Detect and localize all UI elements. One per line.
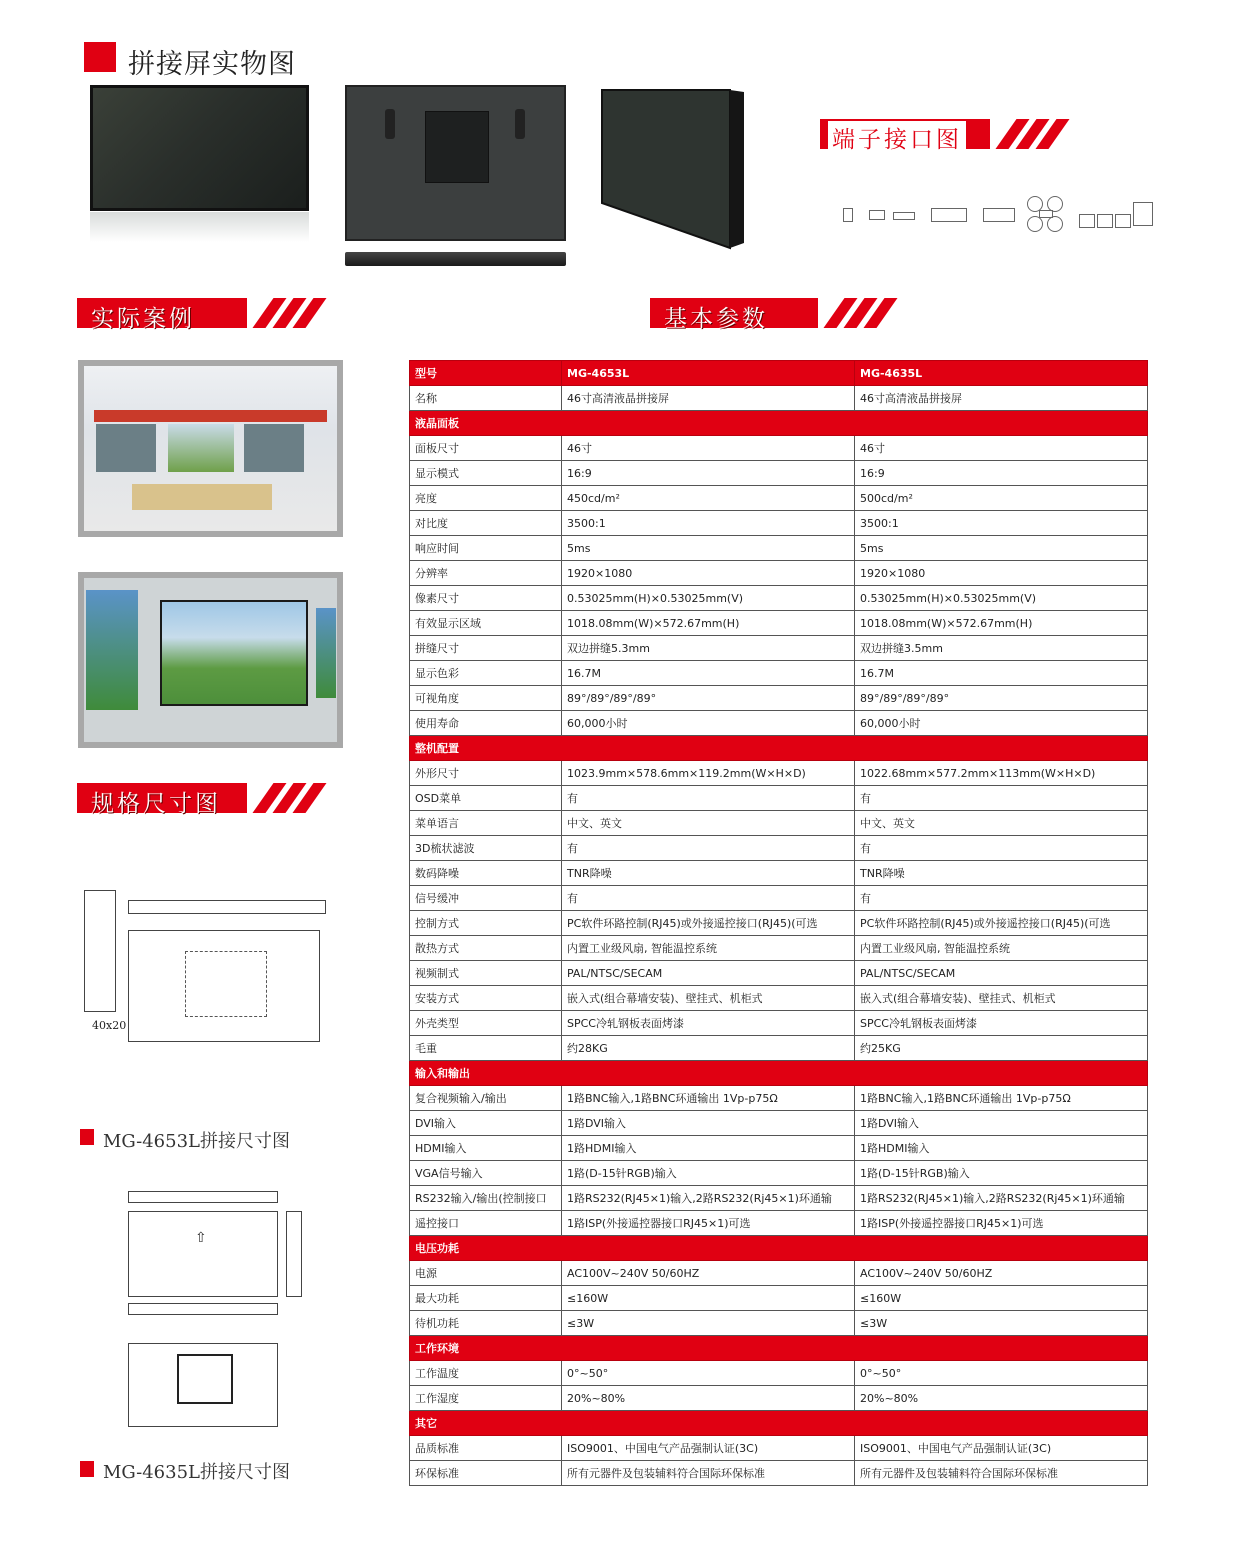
spec-row (410, 511, 1148, 536)
spec-value-b: 1路BNC输入,1路BNC环通输出 1Vp-p75Ω (855, 1086, 1148, 1111)
spec-row (410, 1311, 1148, 1336)
wall-side-left (86, 590, 138, 710)
spec-label: 散热方式 (410, 936, 562, 961)
title-marker (84, 42, 116, 72)
drawing-front-view (128, 930, 320, 1042)
angle-panel-face (602, 90, 730, 248)
spec-value-a: AC100V~240V 50/60HZ (562, 1261, 855, 1286)
spec-value-b: 1路DVI输入 (855, 1111, 1148, 1136)
spec-value-a: 有 (562, 786, 855, 811)
spec-value-a: SPCC冷轧钢板表面烤漆 (562, 1011, 855, 1036)
product-angle-photo (600, 88, 745, 258)
dimensions-banner-text: 规格尺寸图 (91, 791, 221, 817)
spec-header-row (410, 361, 1148, 386)
rj45-port-icon (1115, 214, 1131, 228)
angle-panel-svg (600, 88, 745, 258)
drawing-label: 40x20 (92, 1019, 127, 1032)
spec-label: VGA信号输入 (410, 1161, 562, 1186)
vga-port-icon (983, 208, 1015, 222)
spec-section-row (410, 411, 1148, 436)
spec-value-a: TNR降噪 (562, 861, 855, 886)
spec-value-a: 内置工业级风扇, 智能温控系统 (562, 936, 855, 961)
spec-label: 安装方式 (410, 986, 562, 1011)
back-control-box (425, 111, 489, 183)
spec-value-b: TNR降噪 (855, 861, 1148, 886)
room-desk (132, 484, 272, 510)
page-title: 拼接屏实物图 (128, 49, 296, 80)
spec-value-a: 约28KG (562, 1036, 855, 1061)
spec-table-body (410, 361, 1148, 1486)
drawing-mount-area (185, 951, 267, 1017)
bnc-out-icon (1047, 216, 1063, 232)
spec-label: 面板尺寸 (410, 436, 562, 461)
spec-row (410, 761, 1148, 786)
spec-label: 复合视频输入/输出 (410, 1086, 562, 1111)
spec-value-a: 16.7M (562, 661, 855, 686)
spec-value-a: ISO9001、中国电气产品强制认证(3C) (562, 1436, 855, 1461)
rj45-port-icon (1097, 214, 1113, 228)
spec-section-title: 液晶面板 (410, 411, 1148, 436)
spec-value-a: 1路(D-15针RGB)输入 (562, 1161, 855, 1186)
spec-value-a: 1023.9mm×578.6mm×119.2mm(W×H×D) (562, 761, 855, 786)
spec-row (410, 811, 1148, 836)
spec-value-a: 5ms (562, 536, 855, 561)
room-wall-center (168, 424, 234, 472)
spec-row (410, 1011, 1148, 1036)
spec-value-a: 46寸高清液晶拼接屏 (562, 386, 855, 411)
arrow-up-icon: ⇧ (195, 1230, 207, 1246)
spec-value-b: 5ms (855, 536, 1148, 561)
angle-panel-edge (730, 90, 744, 248)
caption-marker (80, 1461, 94, 1477)
drawing-back-box (177, 1354, 233, 1404)
spec-value-a: 1路RS232(RJ45×1)输入,2路RS232(Rj45×1)环通输 (562, 1186, 855, 1211)
spec-row (410, 661, 1148, 686)
spec-label: 亮度 (410, 486, 562, 511)
spec-label: 毛重 (410, 1036, 562, 1061)
spec-section-title: 电压功耗 (410, 1236, 1148, 1261)
spec-value-a: 16:9 (562, 461, 855, 486)
spec-value-b: 内置工业级风扇, 智能温控系统 (855, 936, 1148, 961)
caption-mg4653: MG-4653L拼接尺寸图 (103, 1131, 290, 1152)
wall-background (84, 578, 337, 742)
spec-value-b: 16:9 (855, 461, 1148, 486)
spec-label: 使用寿命 (410, 711, 562, 736)
drawing-front-view (128, 1211, 278, 1297)
case-photo-control-room (78, 360, 343, 537)
spec-row (410, 836, 1148, 861)
bnc-bridge-icon (1039, 210, 1053, 218)
spec-row (410, 1361, 1148, 1386)
bnc-in-icon (1027, 216, 1043, 232)
spec-row (410, 561, 1148, 586)
drawing-mg4635 (100, 1185, 315, 1430)
spec-value-b: 16.7M (855, 661, 1148, 686)
room-background (84, 366, 337, 531)
usb-port-icon (869, 210, 885, 220)
spec-value-b: 1920×1080 (855, 561, 1148, 586)
drawing-bottom-view (128, 1303, 278, 1315)
cases-banner (77, 298, 317, 332)
spec-value-a: 嵌入式(组合幕墙安装)、壁挂式、机柜式 (562, 986, 855, 1011)
spec-label: 外形尺寸 (410, 761, 562, 786)
spec-label: DVI输入 (410, 1111, 562, 1136)
spec-row (410, 936, 1148, 961)
spec-header-model-a: MG-4653L (562, 361, 855, 386)
spec-value-a: 0°~50° (562, 1361, 855, 1386)
drawing-top-view (128, 1191, 278, 1203)
spec-value-b: 1022.68mm×577.2mm×113mm(W×H×D) (855, 761, 1148, 786)
drawing-back-view (128, 1343, 278, 1427)
spec-label: HDMI输入 (410, 1136, 562, 1161)
spec-value-b: 1路(D-15针RGB)输入 (855, 1161, 1148, 1186)
spec-value-b: 89°/89°/89°/89° (855, 686, 1148, 711)
spec-row (410, 786, 1148, 811)
spec-section-row (410, 1336, 1148, 1361)
spec-value-a: 46寸 (562, 436, 855, 461)
spec-value-b: SPCC冷轧钢板表面烤漆 (855, 1011, 1148, 1036)
hdmi-port-icon (893, 212, 915, 220)
spec-value-a: 450cd/m² (562, 486, 855, 511)
drawing-mg4653 (80, 882, 340, 1052)
spec-value-b: 20%~80% (855, 1386, 1148, 1411)
spec-row (410, 1111, 1148, 1136)
terminal-banner (820, 119, 1060, 153)
spec-value-b: 有 (855, 886, 1148, 911)
drawing-side-view (286, 1211, 302, 1297)
spec-label: 有效显示区域 (410, 611, 562, 636)
spec-value-a: 0.53025mm(H)×0.53025mm(V) (562, 586, 855, 611)
spec-row (410, 1261, 1148, 1286)
spec-row (410, 1086, 1148, 1111)
spec-label: 最大功耗 (410, 1286, 562, 1311)
spec-label: 显示模式 (410, 461, 562, 486)
spec-label: 对比度 (410, 511, 562, 536)
spec-value-a: ≤3W (562, 1311, 855, 1336)
spec-value-b: 中文、英文 (855, 811, 1148, 836)
spec-value-a: 有 (562, 836, 855, 861)
spec-row (410, 1286, 1148, 1311)
spec-section-title: 输入和输出 (410, 1061, 1148, 1086)
spec-section-row (410, 1411, 1148, 1436)
power-switch-icon (843, 208, 853, 222)
spec-row (410, 486, 1148, 511)
spec-row (410, 1436, 1148, 1461)
spec-row (410, 961, 1148, 986)
spec-value-b: 1路RS232(RJ45×1)输入,2路RS232(Rj45×1)环通输 (855, 1186, 1148, 1211)
wall-side-right (316, 608, 336, 698)
spec-row (410, 1136, 1148, 1161)
drawing-side-view (84, 890, 116, 1012)
spec-label: RS232输入/输出(控制接口 (410, 1186, 562, 1211)
spec-label: 名称 (410, 386, 562, 411)
params-banner (650, 298, 890, 332)
spec-value-a: PAL/NTSC/SECAM (562, 961, 855, 986)
terminal-banner-text: 端子接口图 (828, 121, 966, 154)
spec-section-title: 工作环境 (410, 1336, 1148, 1361)
spec-value-a: 60,000小时 (562, 711, 855, 736)
spec-label: OSD菜单 (410, 786, 562, 811)
spec-label: 像素尺寸 (410, 586, 562, 611)
spec-value-b: 有 (855, 836, 1148, 861)
spec-value-b: 所有元器件及包装辅料符合国际环保标准 (855, 1461, 1148, 1486)
spec-value-b: 约25KG (855, 1036, 1148, 1061)
spec-label: 可视角度 (410, 686, 562, 711)
spec-label: 控制方式 (410, 911, 562, 936)
product-side-photo (345, 252, 566, 266)
spec-value-a: 双边拼缝5.3mm (562, 636, 855, 661)
spec-value-b: 46寸高清液晶拼接屏 (855, 386, 1148, 411)
drawing-top-view (128, 900, 326, 914)
room-wall-right (244, 424, 304, 472)
spec-row (410, 1211, 1148, 1236)
terminal-connectors (843, 190, 1153, 235)
wall-center-screen (160, 600, 308, 706)
caption-marker (80, 1129, 94, 1145)
spec-value-b: 60,000小时 (855, 711, 1148, 736)
spec-header-model-b: MG-4635L (855, 361, 1148, 386)
spec-label: 待机功耗 (410, 1311, 562, 1336)
spec-label: 遥控接口 (410, 1211, 562, 1236)
spec-value-b: ≤160W (855, 1286, 1148, 1311)
spec-section-row (410, 736, 1148, 761)
spec-label: 数码降噪 (410, 861, 562, 886)
spec-row (410, 886, 1148, 911)
spec-row (410, 1461, 1148, 1486)
spec-row (410, 436, 1148, 461)
spec-value-a: ≤160W (562, 1286, 855, 1311)
dimensions-banner (77, 783, 317, 817)
spec-row (410, 1036, 1148, 1061)
back-handle-left (385, 109, 395, 139)
spec-label: 信号缓冲 (410, 886, 562, 911)
spec-row (410, 911, 1148, 936)
spec-row (410, 986, 1148, 1011)
spec-value-b: 0.53025mm(H)×0.53025mm(V) (855, 586, 1148, 611)
spec-section-title: 其它 (410, 1411, 1148, 1436)
spec-value-b: 500cd/m² (855, 486, 1148, 511)
spec-row (410, 1186, 1148, 1211)
spec-value-a: 1路ISP(外接遥控器接口RJ45×1)可选 (562, 1211, 855, 1236)
spec-row (410, 611, 1148, 636)
spec-value-b: 0°~50° (855, 1361, 1148, 1386)
spec-value-b: 双边拼缝3.5mm (855, 636, 1148, 661)
spec-label: 品质标准 (410, 1436, 562, 1461)
spec-section-title: 整机配置 (410, 736, 1148, 761)
spec-value-a: 89°/89°/89°/89° (562, 686, 855, 711)
spec-value-a: 1路HDMI输入 (562, 1136, 855, 1161)
spec-label: 菜单语言 (410, 811, 562, 836)
spec-label: 工作湿度 (410, 1386, 562, 1411)
product-reflection (90, 212, 309, 242)
rj45-port-icon (1079, 214, 1095, 228)
spec-row (410, 1386, 1148, 1411)
spec-value-b: 3500:1 (855, 511, 1148, 536)
spec-value-a: 1路DVI输入 (562, 1111, 855, 1136)
room-wall-left (96, 424, 156, 472)
spec-value-b: 1018.08mm(W)×572.67mm(H) (855, 611, 1148, 636)
spec-value-b: PC软件环路控制(RJ45)或外接遥控接口(RJ45)(可选 (855, 911, 1148, 936)
back-handle-right (515, 109, 525, 139)
spec-label: 3D梳状滤波 (410, 836, 562, 861)
spec-label: 外壳类型 (410, 1011, 562, 1036)
spec-section-row (410, 1061, 1148, 1086)
spec-value-a: 有 (562, 886, 855, 911)
spec-header-label: 型号 (410, 361, 562, 386)
spec-table (409, 360, 1148, 1486)
room-led-strip (94, 410, 327, 422)
spec-label: 响应时间 (410, 536, 562, 561)
spec-value-a: 3500:1 (562, 511, 855, 536)
spec-row (410, 1161, 1148, 1186)
caption-mg4635: MG-4635L拼接尺寸图 (103, 1462, 290, 1483)
spec-value-b: 1路HDMI输入 (855, 1136, 1148, 1161)
spec-value-b: PAL/NTSC/SECAM (855, 961, 1148, 986)
product-back-photo (345, 85, 566, 241)
spec-section-row (410, 1236, 1148, 1261)
spec-value-a: 20%~80% (562, 1386, 855, 1411)
spec-row (410, 461, 1148, 486)
spec-value-b: 1路ISP(外接遥控器接口RJ45×1)可选 (855, 1211, 1148, 1236)
spec-value-b: 有 (855, 786, 1148, 811)
product-front-photo (90, 85, 309, 211)
spec-value-a: 所有元器件及包装辅料符合国际环保标准 (562, 1461, 855, 1486)
spec-value-b: ISO9001、中国电气产品强制认证(3C) (855, 1436, 1148, 1461)
spec-row (410, 711, 1148, 736)
spec-row (410, 586, 1148, 611)
spec-value-a: PC软件环路控制(RJ45)或外接遥控接口(RJ45)(可选 (562, 911, 855, 936)
spec-value-b: ≤3W (855, 1311, 1148, 1336)
spec-row (410, 686, 1148, 711)
spec-label: 视频制式 (410, 961, 562, 986)
cases-banner-text: 实际案例 (91, 306, 195, 332)
spec-row (410, 386, 1148, 411)
spec-label: 电源 (410, 1261, 562, 1286)
dvi-port-icon (931, 208, 967, 222)
spec-value-b: AC100V~240V 50/60HZ (855, 1261, 1148, 1286)
spec-value-a: 1018.08mm(W)×572.67mm(H) (562, 611, 855, 636)
case-photo-video-wall (78, 572, 343, 748)
spec-label: 工作温度 (410, 1361, 562, 1386)
spec-value-a: 1路BNC输入,1路BNC环通输出 1Vp-p75Ω (562, 1086, 855, 1111)
spec-label: 显示色彩 (410, 661, 562, 686)
spec-value-b: 嵌入式(组合幕墙安装)、壁挂式、机柜式 (855, 986, 1148, 1011)
spec-row (410, 536, 1148, 561)
spec-value-a: 中文、英文 (562, 811, 855, 836)
spec-label: 拼缝尺寸 (410, 636, 562, 661)
spec-value-b: 46寸 (855, 436, 1148, 461)
ac-power-icon (1133, 202, 1153, 226)
spec-row (410, 861, 1148, 886)
params-banner-text: 基本参数 (664, 306, 768, 332)
spec-value-a: 1920×1080 (562, 561, 855, 586)
spec-label: 环保标准 (410, 1461, 562, 1486)
spec-row (410, 636, 1148, 661)
spec-label: 分辨率 (410, 561, 562, 586)
